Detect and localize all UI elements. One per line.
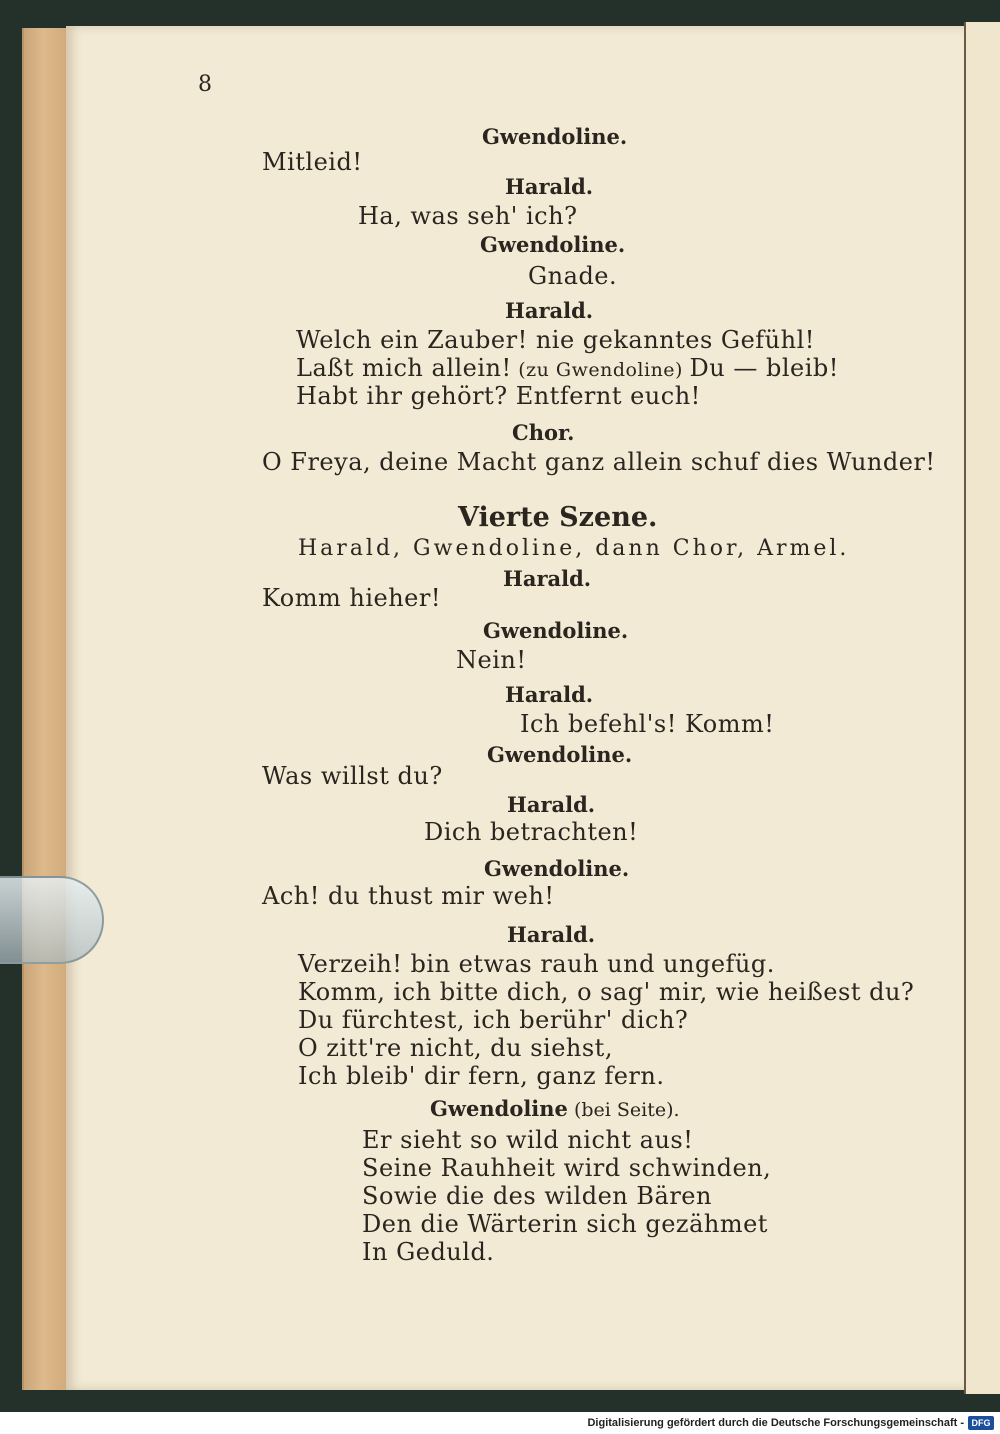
speaker-name: Harald. bbox=[505, 682, 594, 707]
verse-line: Den die Wärterin sich gezähmet bbox=[362, 1210, 768, 1238]
verse-line: Habt ihr gehört? Entfernt euch! bbox=[296, 382, 701, 410]
verse-line: Ich bleib' dir fern, ganz fern. bbox=[298, 1062, 665, 1090]
speaker-name: Gwendoline. bbox=[480, 232, 626, 257]
verse-line: Gnade. bbox=[528, 262, 618, 290]
verse-line: Sowie die des wilden Bären bbox=[362, 1182, 712, 1210]
footer-text: Digitalisierung gefördert durch die Deutsche Forschungsgemeinschaft - bbox=[587, 1417, 964, 1429]
verse-line: O zitt're nicht, du siehst, bbox=[298, 1034, 613, 1062]
stage-direction: (zu Gwendoline) bbox=[511, 359, 690, 381]
cast-list: Harald, Gwendoline, dann Chor, Armel. bbox=[298, 536, 850, 561]
verse-line: Ich befehl's! Komm! bbox=[520, 710, 775, 738]
speaker-name: Gwendoline. bbox=[483, 618, 629, 643]
dfg-logo: DFG bbox=[968, 1416, 994, 1430]
speaker-name: Harald. bbox=[507, 922, 596, 947]
verse-line: Er sieht so wild nicht aus! bbox=[362, 1126, 694, 1154]
speaker-name: Gwendoline. bbox=[484, 856, 630, 881]
verse-line: O Freya, deine Macht ganz allein schuf dies Wunder! bbox=[262, 448, 936, 476]
verse-line: Verzeih! bin etwas rauh und ungefüg. bbox=[298, 950, 775, 978]
verse-line: Du fürchtest, ich berühr' dich? bbox=[298, 1006, 689, 1034]
verse-line: In Geduld. bbox=[362, 1238, 495, 1266]
verse-line: Komm hieher! bbox=[262, 584, 441, 612]
speaker-name: Harald. bbox=[505, 174, 594, 199]
book-page-edges bbox=[22, 28, 72, 1390]
verse-line: Mitleid! bbox=[262, 148, 363, 176]
page-number: 8 bbox=[198, 72, 212, 97]
speaker-name: Gwendoline (bei Seite). bbox=[430, 1096, 680, 1121]
verse-line: Welch ein Zauber! nie gekanntes Gefühl! bbox=[296, 326, 815, 354]
speaker-name: Harald. bbox=[505, 298, 594, 323]
verse-line: Ach! du thust mir weh! bbox=[262, 882, 555, 910]
stage-direction: (bei Seite). bbox=[567, 1099, 680, 1121]
scene-heading: Vierte Szene. bbox=[458, 502, 658, 533]
verse-line: Ha, was seh' ich? bbox=[358, 202, 578, 230]
verse-line: Komm, ich bitte dich, o sag' mir, wie heißest du? bbox=[298, 978, 915, 1006]
speaker-name: Gwendoline. bbox=[487, 742, 633, 767]
facing-page-edge bbox=[964, 22, 1000, 1394]
verse-line: Was willst du? bbox=[262, 762, 443, 790]
footer-bar bbox=[0, 1412, 1000, 1434]
speaker-name: Harald. bbox=[507, 792, 596, 817]
verse-line: Laßt mich allein! (zu Gwendoline) Du — bleib! bbox=[296, 354, 839, 382]
speaker-name: Chor. bbox=[512, 420, 575, 445]
verse-line: Dich betrachten! bbox=[424, 818, 639, 846]
speaker-name: Gwendoline. bbox=[482, 124, 628, 149]
book-clip bbox=[0, 876, 104, 964]
speaker-name: Harald. bbox=[503, 566, 592, 591]
verse-continuation: Du — bleib! bbox=[689, 354, 839, 382]
verse-line: Seine Rauhheit wird schwinden, bbox=[362, 1154, 772, 1182]
verse-line: Nein! bbox=[456, 646, 527, 674]
